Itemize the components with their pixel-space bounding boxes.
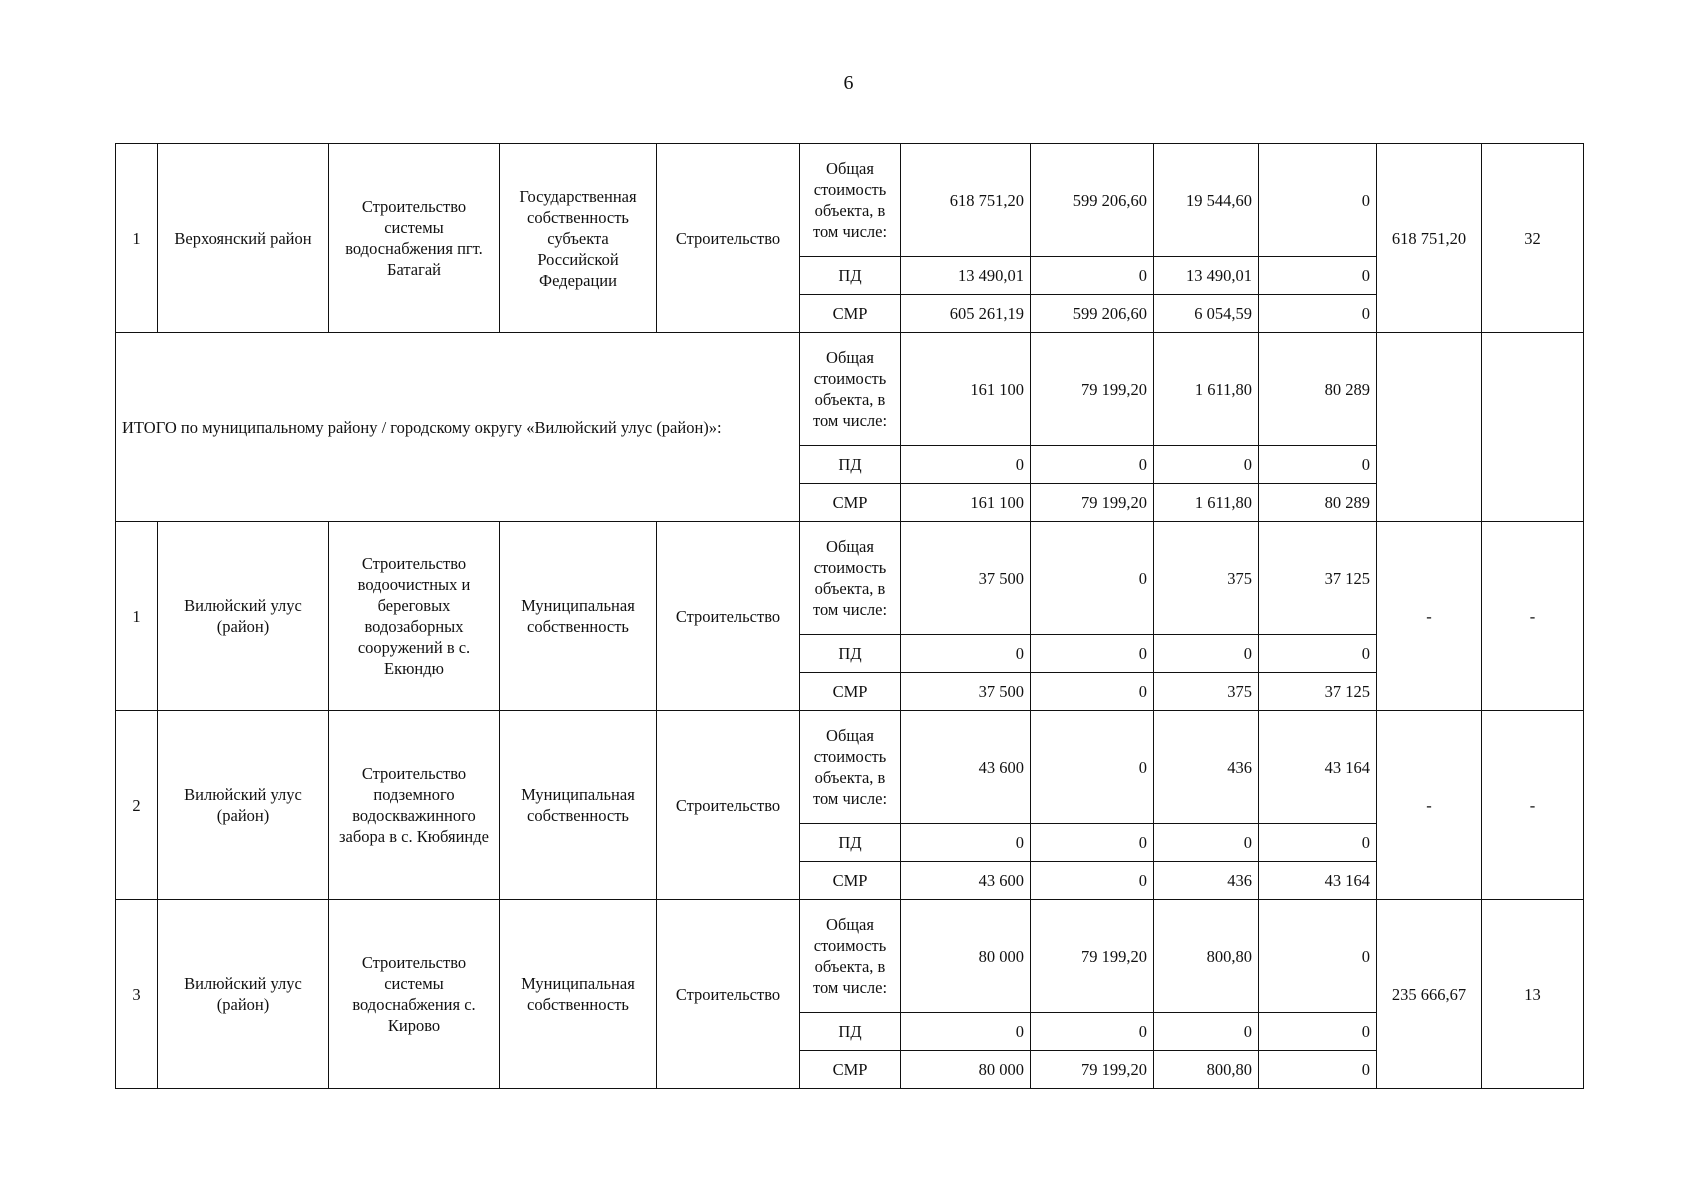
cost-value-cell: 0 (1031, 522, 1154, 635)
district-cell: Верхоянский район (158, 144, 329, 333)
cost-value-cell: 0 (1259, 295, 1377, 333)
cost-value-cell: 1 611,80 (1154, 484, 1259, 522)
cost-label-cell: СМР (800, 1051, 901, 1089)
cost-value-cell: 0 (1031, 446, 1154, 484)
cost-value-cell: 43 164 (1259, 862, 1377, 900)
cost-value-cell: 19 544,60 (1154, 144, 1259, 257)
cost-label-cell: ПД (800, 446, 901, 484)
cost-value-cell: 37 500 (901, 522, 1031, 635)
cost-value-cell: 0 (1259, 900, 1377, 1013)
object-name-cell: Строительство системы водоснабжения с. Кирово (329, 900, 500, 1089)
summary-count-cell: 32 (1482, 144, 1584, 333)
summary-count-cell: - (1482, 711, 1584, 900)
cost-value-cell: 1 611,80 (1154, 333, 1259, 446)
cost-label-cell: СМР (800, 484, 901, 522)
cost-label-cell: Общая стоимость объекта, в том числе: (800, 900, 901, 1013)
cost-value-cell: 43 600 (901, 862, 1031, 900)
cost-value-cell: 37 500 (901, 673, 1031, 711)
page-number: 6 (843, 72, 854, 94)
summary-value-cell: 618 751,20 (1377, 144, 1482, 333)
ownership-cell: Муниципальная собственность (500, 522, 657, 711)
cost-label-cell: ПД (800, 635, 901, 673)
object-name-cell: Строительство водоочистных и береговых водозаборных сооружений в с. Екюндю (329, 522, 500, 711)
cost-value-cell: 0 (1154, 824, 1259, 862)
cost-value-cell: 0 (1031, 711, 1154, 824)
summary-count-cell: - (1482, 522, 1584, 711)
cost-value-cell: 80 289 (1259, 484, 1377, 522)
cost-value-cell: 436 (1154, 711, 1259, 824)
cost-value-cell: 0 (1259, 635, 1377, 673)
cost-label-cell: Общая стоимость объекта, в том числе: (800, 333, 901, 446)
cost-value-cell: 13 490,01 (901, 257, 1031, 295)
table-row (116, 711, 1584, 824)
cost-value-cell: 599 206,60 (1031, 144, 1154, 257)
cost-value-cell: 375 (1154, 673, 1259, 711)
object-name-cell: Строительство системы водоснабжения пгт. Батагай (329, 144, 500, 333)
cost-value-cell: 436 (1154, 862, 1259, 900)
cost-value-cell: 375 (1154, 522, 1259, 635)
cost-label-cell: СМР (800, 673, 901, 711)
cost-label-cell: ПД (800, 1013, 901, 1051)
summary-value-cell: - (1377, 711, 1482, 900)
summary-count-cell (1482, 333, 1584, 522)
row-number-cell: 3 (116, 900, 158, 1089)
cost-value-cell: 79 199,20 (1031, 1051, 1154, 1089)
cost-value-cell: 43 600 (901, 711, 1031, 824)
cost-value-cell: 161 100 (901, 333, 1031, 446)
cost-value-cell: 605 261,19 (901, 295, 1031, 333)
cost-value-cell: 0 (1259, 1051, 1377, 1089)
cost-value-cell: 0 (1154, 446, 1259, 484)
table-row (116, 144, 1584, 257)
cost-value-cell: 800,80 (1154, 1051, 1259, 1089)
cost-value-cell: 0 (1031, 257, 1154, 295)
cost-label-cell: ПД (800, 257, 901, 295)
cost-label-cell: СМР (800, 862, 901, 900)
cost-value-cell: 37 125 (1259, 673, 1377, 711)
cost-value-cell: 80 289 (1259, 333, 1377, 446)
cost-value-cell: 800,80 (1154, 900, 1259, 1013)
cost-value-cell: 161 100 (901, 484, 1031, 522)
cost-label-cell: ПД (800, 824, 901, 862)
table-row (116, 900, 1584, 1013)
table-row (116, 522, 1584, 635)
cost-value-cell: 0 (1259, 1013, 1377, 1051)
total-row (116, 333, 1584, 446)
summary-value-cell (1377, 333, 1482, 522)
cost-value-cell: 80 000 (901, 1051, 1031, 1089)
cost-value-cell: 618 751,20 (901, 144, 1031, 257)
cost-value-cell: 13 490,01 (1154, 257, 1259, 295)
cost-value-cell: 43 164 (1259, 711, 1377, 824)
cost-value-cell: 0 (901, 824, 1031, 862)
work-type-cell: Строительство (657, 711, 800, 900)
object-name-cell: Строительство подземного водоскважинного забора в с. Кюбяинде (329, 711, 500, 900)
total-label-cell: ИТОГО по муниципальному району / городскому округу «Вилюйский улус (район)»: (116, 333, 800, 522)
ownership-cell: Муниципальная собственность (500, 900, 657, 1089)
cost-value-cell: 0 (1031, 673, 1154, 711)
ownership-cell: Государственная собственность субъекта Российской Федерации (500, 144, 657, 333)
row-number-cell: 1 (116, 522, 158, 711)
summary-count-cell: 13 (1482, 900, 1584, 1089)
summary-value-cell: 235 666,67 (1377, 900, 1482, 1089)
cost-value-cell: 37 125 (1259, 522, 1377, 635)
work-type-cell: Строительство (657, 900, 800, 1089)
cost-value-cell: 79 199,20 (1031, 484, 1154, 522)
cost-value-cell: 0 (1154, 635, 1259, 673)
cost-label-cell: СМР (800, 295, 901, 333)
cost-value-cell: 79 199,20 (1031, 900, 1154, 1013)
cost-label-cell: Общая стоимость объекта, в том числе: (800, 711, 901, 824)
cost-value-cell: 0 (901, 1013, 1031, 1051)
cost-value-cell: 0 (1031, 635, 1154, 673)
cost-value-cell: 0 (901, 446, 1031, 484)
ownership-cell: Муниципальная собственность (500, 711, 657, 900)
cost-value-cell: 0 (1259, 257, 1377, 295)
cost-label-cell: Общая стоимость объекта, в том числе: (800, 522, 901, 635)
row-number-cell: 2 (116, 711, 158, 900)
cost-value-cell: 0 (901, 635, 1031, 673)
cost-label-cell: Общая стоимость объекта, в том числе: (800, 144, 901, 257)
row-number-cell: 1 (116, 144, 158, 333)
cost-value-cell: 0 (1154, 1013, 1259, 1051)
cost-value-cell: 80 000 (901, 900, 1031, 1013)
work-type-cell: Строительство (657, 522, 800, 711)
projects-table (115, 143, 1584, 1089)
district-cell: Вилюйский улус (район) (158, 900, 329, 1089)
cost-value-cell: 0 (1031, 824, 1154, 862)
cost-value-cell: 0 (1259, 824, 1377, 862)
cost-value-cell: 79 199,20 (1031, 333, 1154, 446)
cost-value-cell: 6 054,59 (1154, 295, 1259, 333)
district-cell: Вилюйский улус (район) (158, 711, 329, 900)
cost-value-cell: 0 (1259, 446, 1377, 484)
cost-value-cell: 0 (1031, 1013, 1154, 1051)
work-type-cell: Строительство (657, 144, 800, 333)
cost-value-cell: 0 (1031, 862, 1154, 900)
summary-value-cell: - (1377, 522, 1482, 711)
district-cell: Вилюйский улус (район) (158, 522, 329, 711)
cost-value-cell: 0 (1259, 144, 1377, 257)
cost-value-cell: 599 206,60 (1031, 295, 1154, 333)
